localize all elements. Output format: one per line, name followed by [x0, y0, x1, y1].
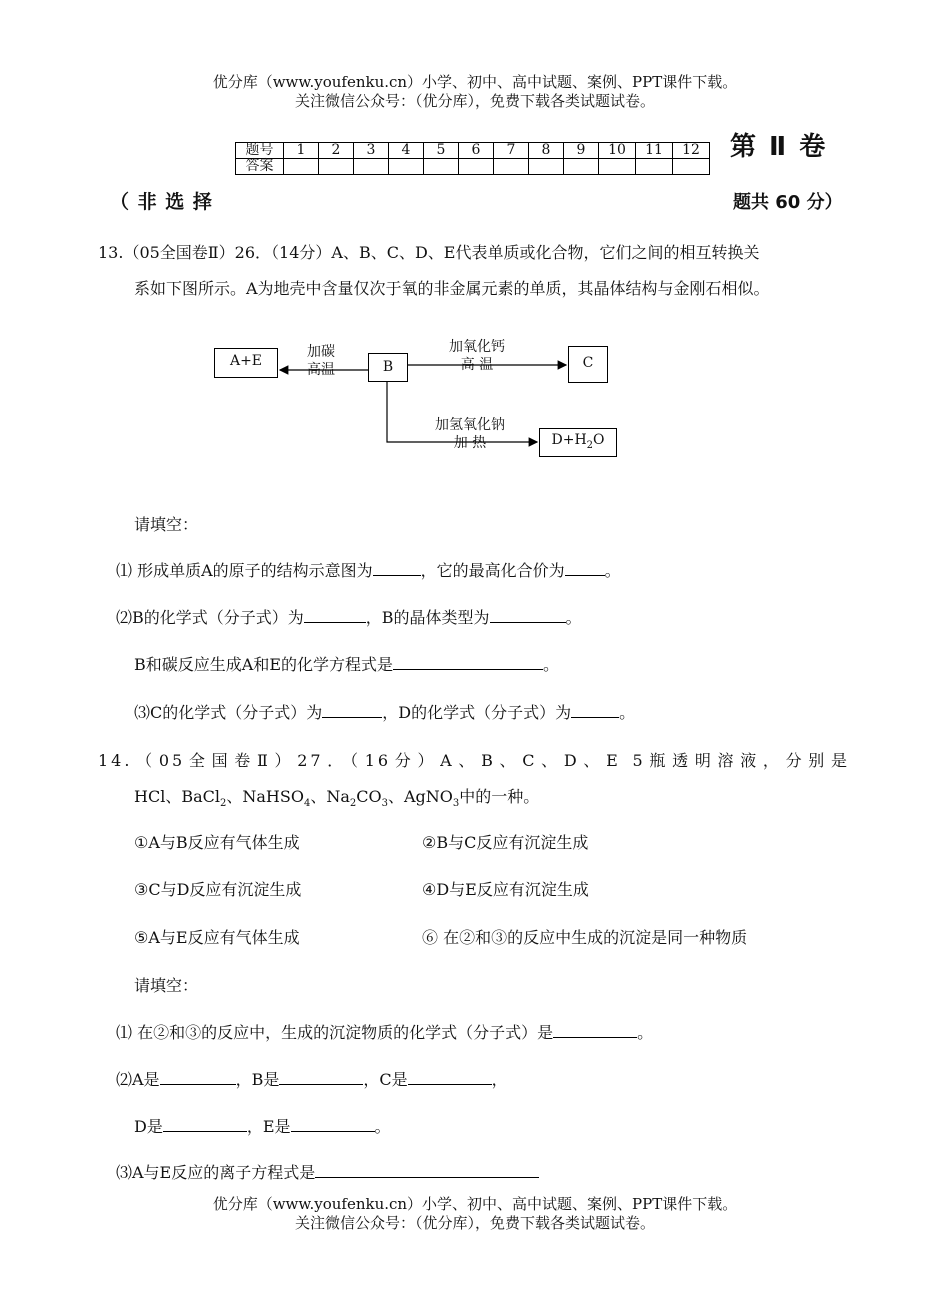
- q14-formula-nahso: 、NaHSO: [226, 787, 304, 806]
- label-naoh: 加氢氧化钠: [435, 417, 505, 433]
- q14-fact: ①A与B反应有气体生成: [134, 833, 300, 852]
- answer-cell[interactable]: [319, 159, 354, 175]
- q13-p1-text-b: ，它的最高化合价为: [420, 561, 565, 580]
- box-d-subscript: 2: [586, 439, 594, 451]
- q13-p3-text-a: ⑶C的化学式（分子式）为: [134, 703, 323, 722]
- q14-fill-prompt: 请填空：: [134, 976, 199, 995]
- section-subtitle-right: 题共 60 分）: [733, 192, 843, 213]
- answer-table-row-label: 题号: [236, 143, 284, 159]
- q14-part-3: [116, 1160, 539, 1183]
- answer-table-answer-row: [236, 159, 710, 175]
- answer-table-number: 2: [319, 143, 354, 159]
- q13-p2b-text-b: 。: [543, 655, 560, 674]
- answer-blank[interactable]: [393, 655, 543, 670]
- q13-part-2b: [134, 652, 559, 675]
- answer-blank[interactable]: [553, 1023, 637, 1038]
- label-heat: 加 热: [453, 435, 487, 451]
- answer-table-number: 3: [354, 143, 389, 159]
- answer-table-number: 1: [284, 143, 319, 159]
- q14-p2-text-d: ，: [491, 1070, 508, 1089]
- q14-formula-hcl: HCl、BaCl: [134, 787, 220, 806]
- header-line-1: 优分库（www.youfenku.cn）小学、初中、高中试题、案例、PPT课件下载。: [212, 73, 738, 91]
- answer-blank[interactable]: [160, 1070, 236, 1085]
- q13-line-1: 13.（05全国卷Ⅱ）26．（14分）A、B、C、D、E代表单质或化合物，它们之间的相互转换关: [98, 243, 760, 262]
- answer-blank[interactable]: [163, 1117, 247, 1132]
- answer-blank[interactable]: [373, 561, 421, 576]
- q14-fact: ⑥ 在②和③的反应中生成的沉淀是同一种物质: [422, 928, 748, 947]
- q14-formula-sub: 2: [219, 798, 227, 810]
- q14-p2b-text-c: 。: [374, 1117, 391, 1136]
- section-title: 第 Ⅱ 卷: [730, 132, 828, 162]
- answer-cell[interactable]: [529, 159, 564, 175]
- box-c: C: [568, 346, 608, 383]
- answer-table-number: 8: [529, 143, 564, 159]
- answer-table-number: 7: [494, 143, 529, 159]
- q14-formula-tail: 中的一种。: [459, 787, 540, 806]
- q14-part-2: [116, 1067, 508, 1090]
- q14-p2b-text-b: ，E是: [246, 1117, 291, 1136]
- q13-p2-text-a: ⑵B的化学式（分子式）为: [116, 608, 304, 627]
- answer-blank[interactable]: [279, 1070, 363, 1085]
- answer-blank[interactable]: [322, 703, 382, 718]
- answer-cell[interactable]: [599, 159, 636, 175]
- box-d-label: D+H: [551, 432, 587, 448]
- answer-cell[interactable]: [354, 159, 389, 175]
- q13-p3-text-c: 。: [619, 703, 636, 722]
- label-cao: 加氧化钙: [449, 339, 505, 355]
- answer-blank[interactable]: [291, 1117, 375, 1132]
- answer-blank[interactable]: [571, 703, 619, 718]
- answer-table-number: 6: [459, 143, 494, 159]
- q14-formula-na: 、Na: [310, 787, 350, 806]
- answer-cell[interactable]: [564, 159, 599, 175]
- answer-blank[interactable]: [315, 1163, 539, 1178]
- q14-p2-text-b: ，B是: [235, 1070, 280, 1089]
- q14-formula-sub: 3: [452, 798, 460, 810]
- q13-fill-prompt: 请填空：: [134, 515, 199, 534]
- box-d-h2o: [539, 428, 617, 457]
- answer-cell[interactable]: [459, 159, 494, 175]
- answer-table-number: 4: [389, 143, 424, 159]
- q14-p2-text-a: ⑵A是: [116, 1070, 160, 1089]
- label-high-temp-right: 高 温: [460, 357, 494, 373]
- q13-p2-text-c: 。: [565, 608, 582, 627]
- reaction-diagram: [200, 335, 640, 465]
- q13-p1-text-c: 。: [604, 561, 621, 580]
- q13-p1-text-a: ⑴ 形成单质A的原子的结构示意图为: [116, 561, 373, 580]
- answer-blank[interactable]: [490, 608, 566, 623]
- answer-table-number: 10: [599, 143, 636, 159]
- q14-formula-sub: 4: [303, 798, 311, 810]
- answer-blank[interactable]: [565, 561, 605, 576]
- q14-p3-text-a: ⑶A与E反应的离子方程式是: [116, 1163, 316, 1182]
- q14-fact: ②B与C反应有沉淀生成: [422, 833, 589, 852]
- q13-line-2: 系如下图所示。A为地壳中含量仅次于氧的非金属元素的单质，其晶体结构与金刚石相似。: [134, 279, 770, 298]
- q14-formula-line: [134, 784, 540, 810]
- answer-cell[interactable]: [284, 159, 319, 175]
- footer-line-2: 关注微信公众号：（优分库），免费下载各类试题试卷。: [294, 1214, 655, 1232]
- answer-table-number: 11: [636, 143, 673, 159]
- answer-cell[interactable]: [494, 159, 529, 175]
- answer-table-number-row: [236, 143, 710, 159]
- answer-table-row-label: 答案: [236, 159, 284, 175]
- answer-cell[interactable]: [673, 159, 710, 175]
- q14-p1-text-a: ⑴ 在②和③的反应中，生成的沉淀物质的化学式（分子式）是: [116, 1023, 554, 1042]
- q14-formula-sub: 2: [349, 798, 357, 810]
- box-d-label-tail: O: [593, 432, 605, 448]
- q13-part-1: [116, 558, 621, 581]
- answer-blank[interactable]: [408, 1070, 492, 1085]
- q14-fact: ⑤A与E反应有气体生成: [134, 928, 300, 947]
- q14-formula-sub: 3: [381, 798, 388, 810]
- answer-cell[interactable]: [424, 159, 459, 175]
- box-b: B: [368, 353, 408, 382]
- answer-cell[interactable]: [389, 159, 424, 175]
- q14-line-1: 14.（05全国卷Ⅱ）27．（16分）A、B、C、D、E 5瓶透明溶液，分别是: [98, 751, 850, 770]
- q14-part-2b: [134, 1114, 391, 1137]
- q14-fact: ③C与D反应有沉淀生成: [134, 880, 302, 899]
- q14-formula-agno: 、AgNO: [387, 787, 453, 806]
- answer-table: [235, 142, 710, 175]
- q14-p2-text-c: ，C是: [363, 1070, 408, 1089]
- header-line-2: 关注微信公众号：（优分库），免费下载各类试题试卷。: [294, 92, 655, 110]
- answer-cell[interactable]: [636, 159, 673, 175]
- label-carbon: 加碳: [307, 344, 335, 360]
- box-a-plus-e: A+E: [214, 348, 278, 378]
- q13-p2b-text-a: B和碳反应生成A和E的化学方程式是: [134, 655, 393, 674]
- q14-formula-co: CO: [356, 787, 382, 806]
- answer-table-number: 5: [424, 143, 459, 159]
- answer-table-number: 9: [564, 143, 599, 159]
- q13-part-3: [134, 700, 635, 723]
- footer-line-1: 优分库（www.youfenku.cn）小学、初中、高中试题、案例、PPT课件下载。: [212, 1195, 738, 1213]
- answer-blank[interactable]: [304, 608, 366, 623]
- q14-part-1: [116, 1020, 653, 1043]
- answer-table-number: 12: [673, 143, 710, 159]
- section-subtitle-left: （ 非 选 择: [110, 191, 213, 213]
- q13-part-2: [116, 605, 582, 628]
- q13-p2-text-b: ，B的晶体类型为: [365, 608, 490, 627]
- q14-p2b-text-a: D是: [134, 1117, 163, 1136]
- q14-p1-text-b: 。: [637, 1023, 654, 1042]
- q14-fact: ④D与E反应有沉淀生成: [422, 880, 589, 899]
- label-high-temp-left: 高温: [307, 362, 335, 378]
- q13-p3-text-b: ，D的化学式（分子式）为: [382, 703, 572, 722]
